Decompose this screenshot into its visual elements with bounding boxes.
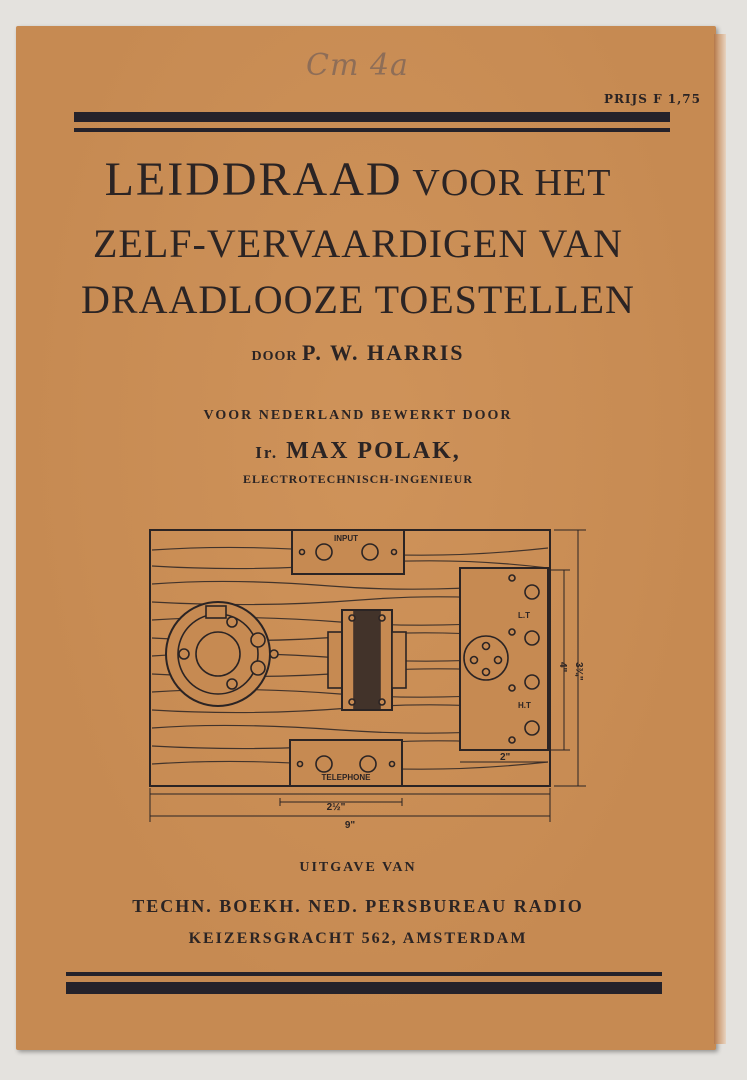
title-line-2: ZELF-VERVAARDIGEN VAN (92, 221, 624, 266)
dim-height-inner: 4" (557, 662, 568, 673)
title-line-1-rest: VOOR HET (412, 162, 612, 204)
adapter-title: Ir. (255, 443, 279, 462)
variometer-dial (166, 602, 270, 706)
lt-label: L.T (518, 611, 530, 620)
adapter-line (58, 438, 658, 465)
top-rule-thin (74, 128, 670, 132)
title-line-3: DRAADLOOZE TOESTELLEN (81, 277, 635, 322)
radio-board-diagram (140, 522, 590, 832)
ht-label: H.T (518, 701, 531, 710)
publisher-name: TECHN. BOEKH. NED. PERSBUREAU RADIO (132, 896, 584, 916)
top-rule-thick (74, 112, 670, 122)
author-prefix: DOOR (251, 349, 298, 364)
adapter-name: MAX POLAK, (286, 438, 461, 464)
author-name: P. W. HARRIS (301, 340, 465, 365)
bottom-rule-thin (66, 972, 662, 976)
page-edge (714, 34, 726, 1044)
publisher-intro: UITGAVE VAN (299, 860, 417, 875)
title-main-word: LEIDDRAAD (104, 153, 403, 206)
handwritten-note: Cm 4a (306, 48, 409, 83)
adapter-role: ELECTROTECHNISCH-INGENIEUR (242, 472, 474, 486)
title-line-1 (58, 152, 658, 207)
dim-height-outer: 3¾" (573, 662, 584, 681)
dim-width: 9" (344, 820, 356, 831)
bottom-rule-thick (66, 982, 662, 994)
author-line (58, 340, 658, 366)
telephone-label: TELEPHONE (321, 773, 371, 782)
input-label: INPUT (334, 534, 358, 543)
dim-small: 2" (500, 752, 511, 763)
publisher-address: KEIZERSGRACHT 562, AMSTERDAM (188, 930, 528, 947)
adapted-by-line: VOOR NEDERLAND BEWERKT DOOR (203, 408, 513, 423)
dim-middle: 2½" (326, 802, 346, 813)
price-label: PRIJS F 1,75 (603, 92, 701, 106)
